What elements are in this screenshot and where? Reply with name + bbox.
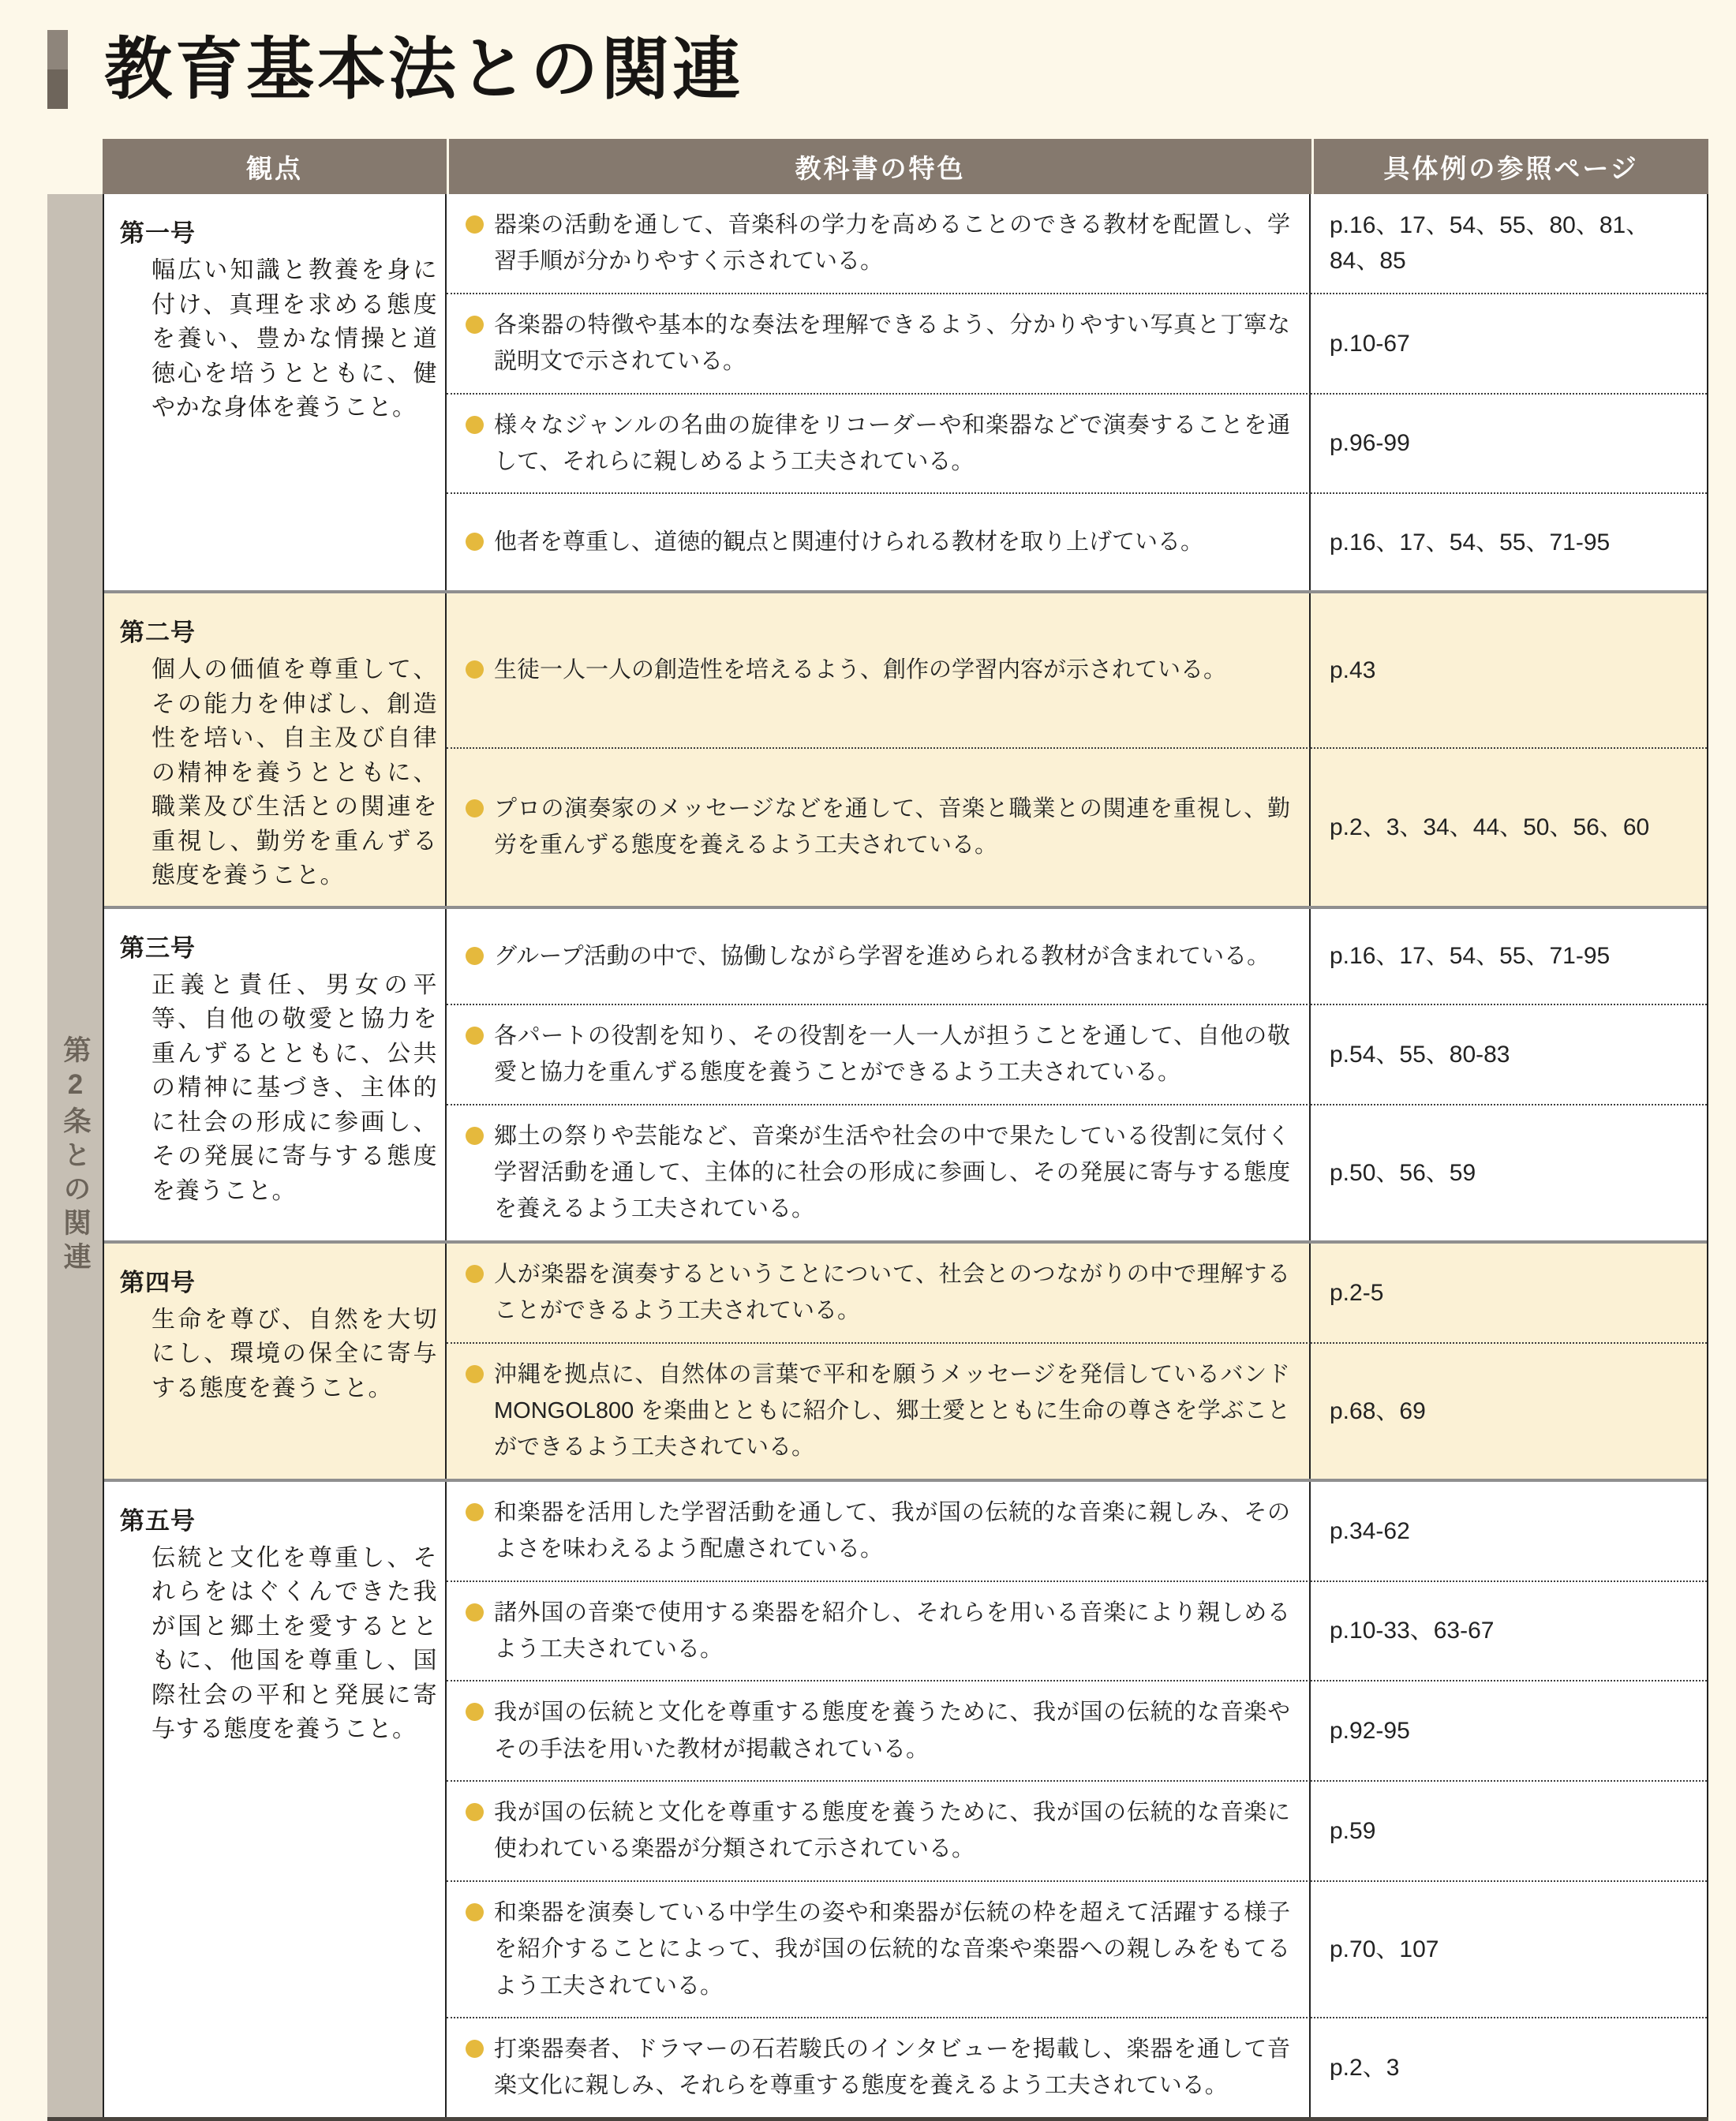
bullet-icon — [466, 1603, 484, 1622]
pages-cell — [1311, 1681, 1707, 1782]
feature-text: 各パートの役割を知り、その役割を一人一人が担うことを通して、自他の敬愛と協力を重んずる態度を養うことができるよう工夫されている。 — [494, 1023, 1290, 1086]
page-reference: p.59 — [1330, 1817, 1376, 1844]
pages-cell — [1311, 1005, 1707, 1105]
feature-item — [466, 1356, 1290, 1466]
feature-cell — [447, 1882, 1311, 2018]
bullet-icon — [466, 1903, 484, 1921]
table-header-row — [103, 139, 1708, 194]
page-reference: p.16、17、54、55、71-95 — [1330, 943, 1611, 970]
bullet-icon — [466, 1503, 484, 1521]
page-reference: p.54、55、80-83 — [1330, 1041, 1510, 1068]
page-reference: p.68、69 — [1330, 1397, 1426, 1424]
table-body-row — [47, 194, 1708, 2121]
clause-description: 伝統と文化を尊重し、それらをはぐくんできた我が国と郷土を愛するとともに、他国を尊重し、国際社会の平和と発展に寄与する態度を養うこと。 — [152, 1544, 437, 1743]
feature-cell — [447, 909, 1311, 1005]
feature-cell — [447, 1782, 1311, 1882]
clause-number: 第四号 — [120, 1268, 196, 1296]
feature-text: 和楽器を活用した学習活動を通して、我が国の伝統的な音楽に親しみ、そのよさを味わえるよう配慮されている。 — [494, 1499, 1290, 1562]
pages-cell — [1311, 395, 1707, 495]
page-reference: p.2-5 — [1330, 1279, 1384, 1306]
feature-item — [466, 1118, 1290, 1228]
column-header-features: 教科書の特色 — [449, 139, 1311, 194]
bullet-icon — [466, 660, 484, 679]
feature-item — [466, 1256, 1290, 1330]
clause-section-5 — [104, 1479, 1707, 2117]
feature-text: 郷土の祭りや芸能など、音楽が生活や社会の中で果たしている役割に気付く学習活動を通して、主体的に社会の形成に参画し、その発展に寄与する態度を養えるよう工夫されている。 — [494, 1123, 1290, 1222]
clause-section-1 — [104, 194, 1707, 590]
feature-text: グループ活動の中で、協働しながら学習を進められる教材が含まれている。 — [494, 943, 1270, 969]
pages-cell — [1311, 909, 1707, 1005]
clause-section-3 — [104, 906, 1707, 1240]
feature-item — [466, 307, 1290, 380]
bullet-icon — [466, 215, 484, 234]
feature-cell — [447, 194, 1311, 294]
feature-cell — [447, 749, 1311, 906]
feature-item — [466, 652, 1226, 688]
bullet-icon — [466, 2040, 484, 2058]
feature-cell — [447, 1681, 1311, 1782]
bullet-icon — [466, 1703, 484, 1721]
relation-table — [47, 139, 1708, 2121]
bullet-icon — [466, 1127, 484, 1145]
feature-item — [466, 1018, 1290, 1091]
title-accent-bar-top — [47, 30, 68, 69]
feature-item — [466, 791, 1290, 864]
feature-text: 諸外国の音楽で使用する楽器を紹介し、それらを用いる音楽により親しめるよう工夫されている。 — [494, 1599, 1290, 1662]
feature-text: 他者を尊重し、道徳的観点と関連付けられる教材を取り上げている。 — [494, 529, 1204, 556]
feature-cell — [447, 593, 1311, 748]
pages-cell — [1311, 1105, 1707, 1240]
viewpoint-cell — [104, 1244, 447, 1479]
pages-cell — [1311, 1344, 1707, 1479]
pages-cell — [1311, 294, 1707, 395]
feature-text: 沖縄を拠点に、自然体の言葉で平和を願うメッセージを発信しているバンド MONGOL800 を楽曲とともに紹介し、郷土愛とともに生命の尊さを学ぶことができるよう工夫されている。 — [494, 1361, 1290, 1461]
pages-cell — [1311, 593, 1707, 748]
clause-number: 第二号 — [120, 619, 196, 647]
pages-cell — [1311, 1782, 1707, 1882]
clause-number: 第五号 — [120, 1506, 196, 1535]
feature-text: 器楽の活動を通して、音楽科の学力を高めることのできる教材を配置し、学習手順が分かりやすく示されている。 — [494, 212, 1290, 275]
page-reference: p.2、3 — [1330, 2054, 1400, 2081]
pages-cell — [1311, 494, 1707, 590]
feature-item — [466, 524, 1203, 560]
feature-text: 様々なジャンルの名曲の旋律をリコーダーや和楽器などで演奏することを通して、それらに親しめるよう工夫されている。 — [494, 412, 1290, 474]
clause-number: 第三号 — [120, 933, 196, 962]
clause-description: 正義と責任、男女の平等、自他の敬愛と協力を重んずるとともに、公共の精神に基づき、主体的に社会の形成に参画し、その発展に寄与する態度を養うこと。 — [152, 971, 437, 1204]
bullet-icon — [466, 416, 484, 434]
page-reference: p.70、107 — [1330, 1936, 1439, 1962]
feature-cell — [447, 294, 1311, 395]
page-reference: p.16、17、54、55、80、81、84、85 — [1330, 212, 1650, 275]
page-reference: p.10-33、63-67 — [1330, 1618, 1495, 1644]
feature-item — [466, 1895, 1290, 2004]
pages-cell — [1311, 1244, 1707, 1344]
pages-cell — [1311, 1482, 1707, 1582]
bullet-icon — [466, 1265, 484, 1283]
page-reference: p.96-99 — [1330, 430, 1410, 457]
page-reference: p.34-62 — [1330, 1517, 1410, 1544]
viewpoint-cell — [104, 1482, 447, 2117]
feature-item — [466, 407, 1290, 481]
pages-cell — [1311, 749, 1707, 906]
feature-text: 我が国の伝統と文化を尊重する態度を養うために、我が国の伝統的な音楽やその手法を用いた教材が掲載されている。 — [494, 1700, 1290, 1762]
bullet-icon — [466, 1803, 484, 1821]
feature-item — [466, 2031, 1290, 2104]
clause-description: 個人の価値を尊重して、その能力を伸ばし、創造性を培い、自主及び自律の精神を養うとともに、職業及び生活との関連を重視し、勤労を重んずる態度を養うこと。 — [152, 656, 437, 889]
feature-text: 生徒一人一人の創造性を培えるよう、創作の学習内容が示されている。 — [494, 657, 1227, 683]
feature-text: 人が楽器を演奏するということについて、社会とのつながりの中で理解することができるよう工夫されている。 — [494, 1261, 1290, 1324]
viewpoint-cell — [104, 194, 447, 590]
feature-cell — [447, 2018, 1311, 2117]
page-reference: p.43 — [1330, 657, 1376, 684]
feature-item — [466, 1494, 1290, 1568]
column-header-viewpoint: 観点 — [103, 139, 447, 194]
bullet-icon — [466, 316, 484, 334]
pages-cell — [1311, 1582, 1707, 1682]
article-side-bar — [47, 194, 103, 2117]
feature-cell — [447, 1244, 1311, 1344]
feature-text: 我が国の伝統と文化を尊重する態度を養うために、我が国の伝統的な音楽に使われている楽器が分類されて示されている。 — [494, 1800, 1290, 1862]
feature-cell — [447, 1005, 1311, 1105]
feature-item — [466, 1595, 1290, 1668]
feature-cell — [447, 494, 1311, 590]
title-accent-bar — [47, 30, 68, 109]
page-header — [47, 30, 743, 109]
feature-cell — [447, 1482, 1311, 1582]
page-reference: p.16、17、54、55、71-95 — [1330, 529, 1611, 556]
pages-cell — [1311, 1882, 1707, 2018]
viewpoint-cell — [104, 593, 447, 906]
feature-text: 各楽器の特徴や基本的な奏法を理解できるよう、分かりやすい写真と丁寧な説明文で示されている。 — [494, 312, 1290, 375]
feature-cell — [447, 1582, 1311, 1682]
bullet-icon — [466, 947, 484, 965]
clause-description: 幅広い知識と教養を身に付け、真理を求める態度を養い、豊かな情操と道徳心を培うとともに、健やかな身体を養うこと。 — [152, 257, 437, 421]
page-title: 教育基本法との関連 — [104, 32, 743, 107]
feature-text: 和楽器を演奏している中学生の姿や和楽器が伝統の枠を超えて活躍する様子を紹介することによって、我が国の伝統的な音楽や楽器への親しみをもてるよう工夫されている。 — [494, 1899, 1290, 1999]
feature-item — [466, 938, 1270, 974]
title-accent-bar-bottom — [47, 69, 68, 109]
clause-number: 第一号 — [120, 219, 196, 247]
clause-section-2 — [104, 590, 1707, 906]
page-reference: p.2、3、34、44、50、56、60 — [1330, 814, 1650, 840]
column-header-pages: 具体例の参照ページ — [1314, 139, 1708, 194]
feature-text: プロの演奏家のメッセージなどを通して、音楽と職業との関連を重視し、勤労を重んずる態度を養えるよう工夫されている。 — [494, 795, 1290, 858]
feature-item — [466, 1794, 1290, 1868]
feature-text: 打楽器奏者、ドラマーの石若駿氏のインタビューを掲載し、楽器を通して音楽文化に親しみ、それらを尊重する態度を養えるよう工夫されている。 — [494, 2037, 1290, 2099]
feature-cell — [447, 395, 1311, 495]
clause-description: 生命を尊び、自然を大切にし、環境の保全に寄与する態度を養うこと。 — [152, 1306, 437, 1401]
page-reference: p.50、56、59 — [1330, 1159, 1476, 1186]
bullet-icon — [466, 1365, 484, 1383]
table-body — [103, 194, 1708, 2117]
feature-cell — [447, 1344, 1311, 1479]
page-reference: p.92-95 — [1330, 1718, 1410, 1745]
pages-cell — [1311, 194, 1707, 294]
page-reference: p.10-67 — [1330, 330, 1410, 357]
feature-cell — [447, 1105, 1311, 1240]
bullet-icon — [466, 1027, 484, 1045]
article-side-label: 第2条との関連 — [60, 1034, 91, 1276]
pages-cell — [1311, 2018, 1707, 2117]
feature-item — [466, 207, 1290, 280]
clause-section-4 — [104, 1240, 1707, 1479]
bullet-icon — [466, 533, 484, 551]
bullet-icon — [466, 799, 484, 817]
feature-item — [466, 1694, 1290, 1768]
viewpoint-cell — [104, 909, 447, 1240]
